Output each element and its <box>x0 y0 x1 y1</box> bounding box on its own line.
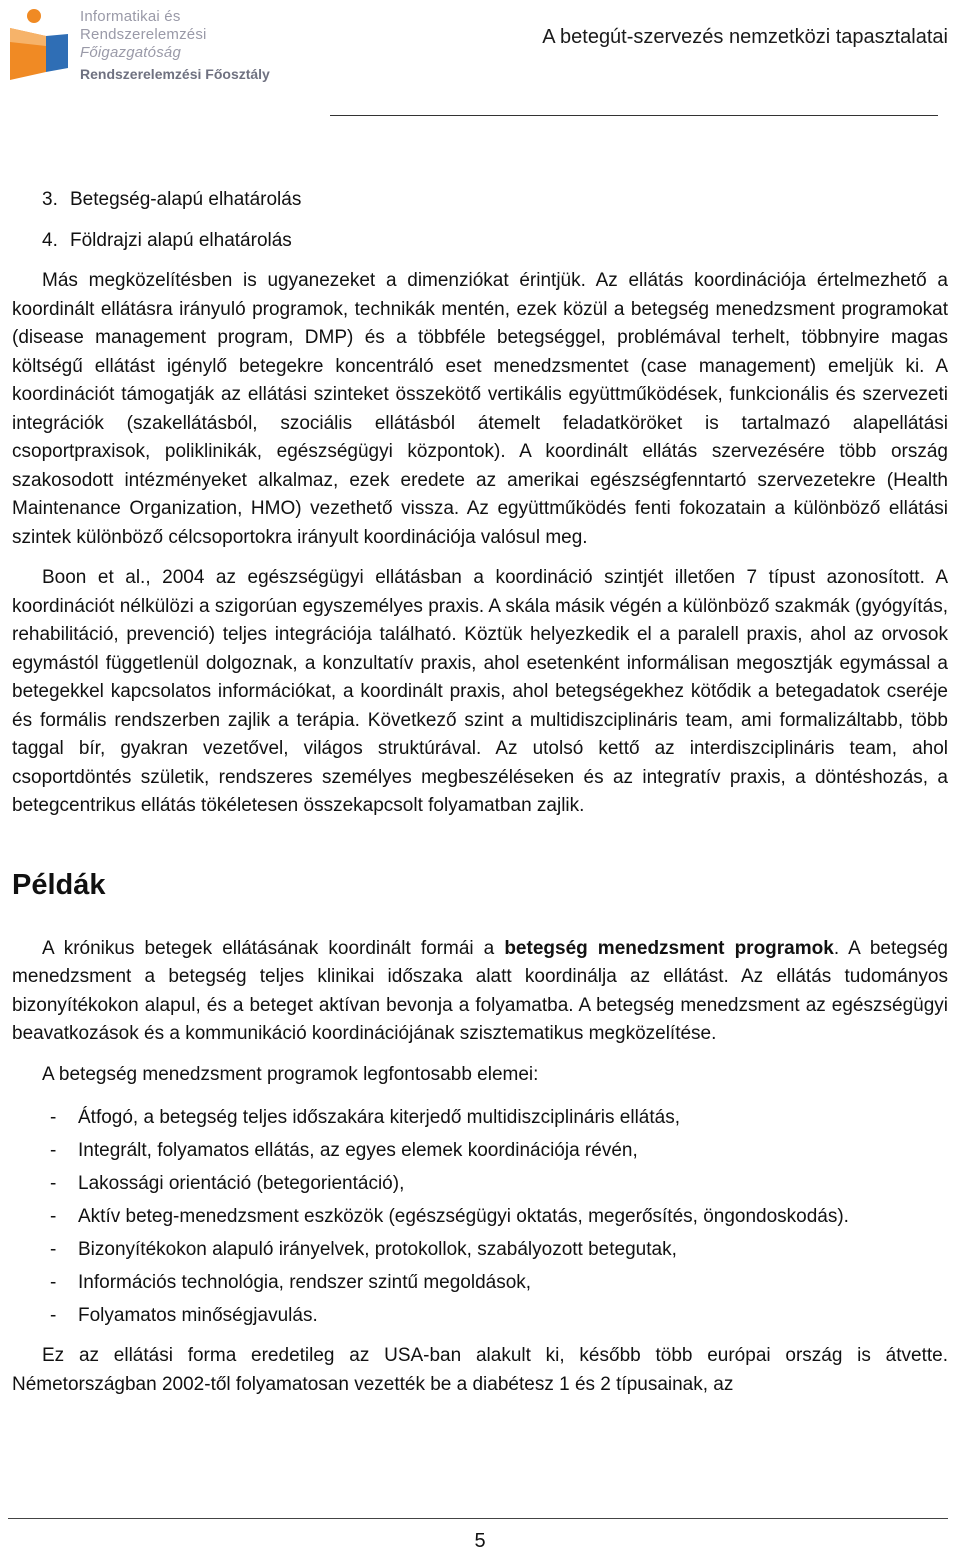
list-item <box>12 1200 948 1233</box>
dash-marker: - <box>50 1272 57 1293</box>
list-item <box>12 1233 948 1266</box>
paragraph-elements-lead: A betegség menedzsment programok legfontosabb elemei: <box>42 1063 539 1085</box>
footer-divider <box>8 1518 948 1519</box>
list-item-text: Lakossági orientáció (betegorientáció), <box>78 1173 405 1194</box>
list-number: 3. <box>42 189 58 210</box>
page-header <box>0 0 960 118</box>
list-number: 4. <box>42 229 58 251</box>
numbered-list-item <box>12 186 948 215</box>
paragraph-coordination: Más megközelítésben is ugyanezeket a dimenziókat érintjük. Az ellátás koordinációja értelmezhető a koordinált ellátásra irányuló programok, technikák mentén, ezek közül a betegség menedzsment programokat (disease management program, DMP) és a többféle betegséggel, problémával terhelt, többnyire magas költségű ellátást igénylő betegekre koncentráló eset menedzsmentet (case management) emeljük ki. A koordinációt támogatják az ellátási szinteket összekötő vertikális együttműködések, funkcionális és szervezeti integrációk (szakellátásból, szociális ellátásból átemelt feladatköröket is tartalmazó alapellátási csoportpraxisok, poliklinikák, egészségügyi központok). A koordinált ellátás szervezésére több ország szakosodott intézményeket alkalmaz, ezek eredete az amerikai egészségfenntartó szervezetekre (Health Maintenance Organization, HMO) vezethető vissza. Az együttműködés fenti fokozatain a különböző ellátási szintek különböző célcsoportokra irányult koordinációja valósul meg. <box>12 270 948 548</box>
paragraph-dmp-intro <box>12 935 948 1049</box>
list-item-text: Aktív beteg-menedzsment eszközök (egészségügyi oktatás, megerősítés, öngondoskodás). <box>78 1206 849 1227</box>
logo-mark-icon <box>6 6 72 82</box>
paragraph-boon-types: Boon et al., 2004 az egészségügyi ellátásban a koordináció szintjét illetően 7 típust azonosított. A koordinációt nélkülözi a szigorúan egyszemélyes praxis. A skála másik végén a különböző szakmák (gyógyítás, rehabilitáció, prevenció) teljes integrációja található. Köztük helyezkedik el a paralell praxis, ahol az orvosok egymástól függetlenül dolgoznak, a konzultatív praxis, ahol esetenként informálisan megosztják egymással a betegekkel kapcsolatos információkat, a koordinált praxis, ahol betegségekhez kötődik a betegadatok cseréje és formális rendszerben zajlik a terápia. Következő szint a multidiszciplináris team, ami formalizáltabb, több taggal bír, gyakran vezetővel, világos struktúrával. Az utolsó kettő az interdiszciplináris team, ahol csoportdöntés születik, rendszeres személyes megbeszéléseken és az integratív praxis, a döntéshozás, a betegcentrikus ellátás tökéletesen összekapcsolt folyamatban zajlik. <box>12 567 948 816</box>
bold-term: betegség menedzsment programok <box>504 937 834 959</box>
dash-marker: - <box>50 1305 57 1326</box>
dash-marker: - <box>50 1107 57 1128</box>
list-item-text: Átfogó, a betegség teljes időszakára kiterjedő multidiszciplináris ellátás, <box>78 1107 680 1128</box>
paragraph-usa-origin: Ez az ellátási forma eredetileg az USA-ban alakult ki, később több európai ország is átvette. Németországban 2002-től folyamatosan vezették be a diabétesz 1 és 2 típusainak, az <box>12 1345 948 1395</box>
dash-marker: - <box>50 1173 57 1194</box>
elements-list <box>12 1101 948 1332</box>
list-text: Betegség-alapú elhatárolás <box>70 189 302 210</box>
list-item-text: Információs technológia, rendszer szintű megoldások, <box>78 1272 532 1293</box>
logo-text-line-3: Főigazgatóság <box>80 44 182 61</box>
section-heading: Példák <box>12 868 106 901</box>
list-item <box>12 1266 948 1299</box>
list-item-text: Folyamatos minőségjavulás. <box>78 1305 318 1326</box>
text-run: A krónikus betegek ellátásának koordinált formái a <box>42 937 505 959</box>
list-item <box>12 1101 948 1134</box>
dash-marker: - <box>50 1140 57 1161</box>
list-item <box>12 1134 948 1167</box>
dash-marker: - <box>50 1206 57 1227</box>
list-item-text: Bizonyítékokon alapuló irányelvek, protokollok, szabályozott betegutak, <box>78 1239 677 1260</box>
text-run: . A betegség menedzsment a betegség teljes klinikai időszaka alatt koordinálja az ellátást. Az ellátás tudományos bizonyítékokon alapul, és a beteget aktívan bevonja a folyamatba. A betegség menedzsment az egészségügyi beavatkozások és a kommunikáció koordinációjának szisztematikus megközelítése. <box>12 937 948 1044</box>
numbered-list-item <box>12 227 948 256</box>
document-body <box>12 186 948 1399</box>
organization-logo <box>6 4 326 84</box>
list-item <box>12 1299 948 1332</box>
dash-marker: - <box>50 1239 57 1260</box>
header-divider <box>330 115 938 116</box>
list-item-text: Integrált, folyamatos ellátás, az egyes elemek koordinációja révén, <box>78 1140 638 1161</box>
logo-text-line-2: Rendszerelemzési <box>80 26 207 43</box>
list-item <box>12 1167 948 1200</box>
logo-department: Rendszerelemzési Főosztály <box>80 66 270 82</box>
logo-text-line-1: Informatikai és <box>80 8 181 25</box>
page-number: 5 <box>474 1530 486 1552</box>
list-text: Földrajzi alapú elhatárolás <box>70 229 292 251</box>
document-title: A betegút-szervezés nemzetközi tapasztalatai <box>542 26 948 48</box>
